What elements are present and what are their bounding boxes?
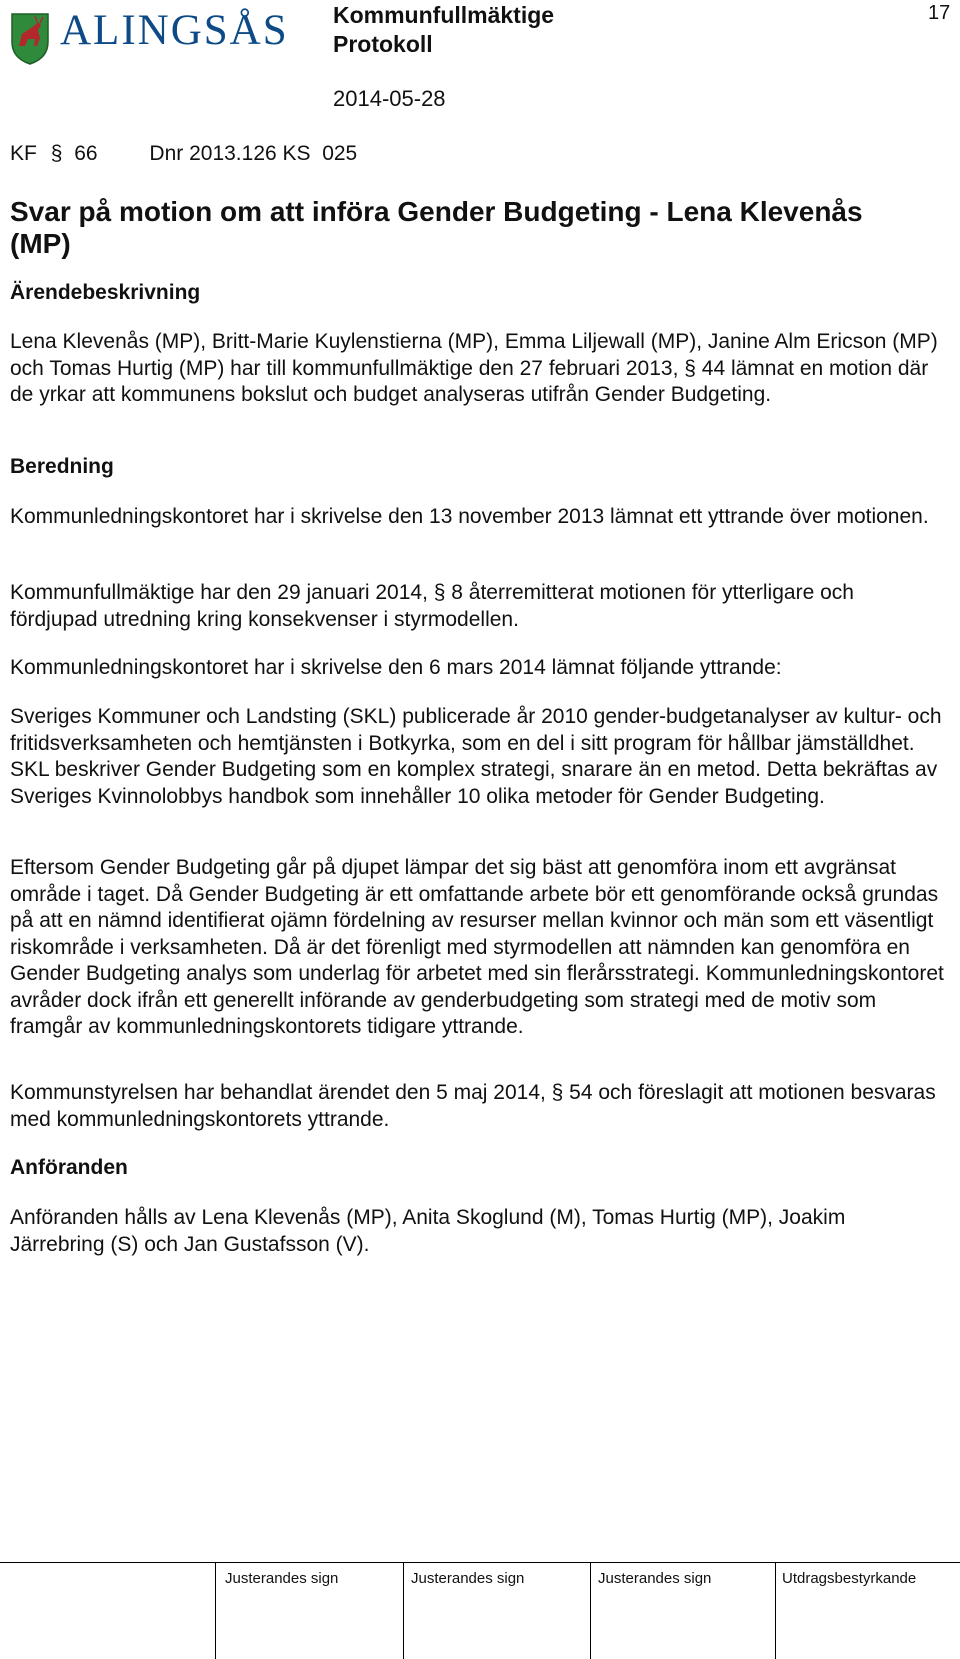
signature-box-divider <box>403 1562 404 1659</box>
beredning-paragraph-6: Kommunstyrelsen har behandlat ärendet den 5 maj 2014, § 54 och föreslagit att motionen besvaras med kommunledningskontorets yttrande. <box>10 1081 936 1131</box>
section-symbol: § <box>50 142 63 165</box>
beredning-paragraph-3: Kommunledningskontoret har i skrivelse den 6 mars 2014 lämnat följande yttrande: <box>10 656 782 679</box>
signature-box-divider <box>215 1562 216 1659</box>
diary-number: Dnr 2013.126 KS 025 <box>149 142 358 165</box>
extract-certification-label: Utdragsbestyrkande <box>782 1570 917 1587</box>
beredning-paragraph-1: Kommunledningskontoret har i skrivelse den 13 november 2013 lämnat ett yttrande över motionen. <box>10 505 929 528</box>
signature-label-2: Justerandes sign <box>411 1570 525 1587</box>
document-type: Protokoll <box>333 31 433 57</box>
anforanden-paragraph: Anföranden hålls av Lena Klevenås (MP), Anita Skoglund (M), Tomas Hurtig (MP), Joakim Järrebring (S) och Jan Gustafsson (V). <box>10 1206 846 1256</box>
beredning-paragraph-5: Eftersom Gender Budgeting går på djupet lämpar det sig bäst att genomföra inom ett avgränsat område i taget. Då Gender Budgeting är ett omfattande arbete bör ett genomförande också grundas på att en nämnd identifierat ojämn fördelning av resurser mellan kvinnor och män som ett väsentligt riskområde i verksamheten. Då är det förenligt med styrmodellen att nämnden kan genomföra en Gender Budgeting analys som underlag för arbetet med sin flerårsstrategi. Kommunledningskontoret avråder dock ifrån ett generellt införande av genderbudgeting som strategi med de motiv som framgår av kommunledningskontorets tidigare yttrande. <box>10 856 944 1038</box>
arende-paragraph: Lena Klevenås (MP), Britt-Marie Kuylenstierna (MP), Emma Liljewall (MP), Janine Alm Ericson (MP) och Tomas Hurtig (MP) har till kommunfullmäktige den 27 februari 2013, § 44 lämnat en motion där de yrkar att kommunens bokslut och budget analyseras utifrån Gender Budgeting. <box>10 330 938 406</box>
kf-label: KF <box>10 142 37 165</box>
document-body-name: Kommunfullmäktige <box>333 2 555 28</box>
section-heading-arendebeskrivning: Ärendebeskrivning <box>10 281 201 304</box>
beredning-paragraph-4: Sveriges Kommuner och Landsting (SKL) publicerade år 2010 gender-budgetanalyser av kultur- och fritidsverksamheten och hemtjänsten i Botkyrka, som en del i sitt program för hållbar jämställdhet. SKL beskriver Gender Budgeting som en komplex strategi, snarare än en metod. Detta bekräftas av Sveriges Kvinnolobbys handbok som innehåller 10 olika metoder för Gender Budgeting. <box>10 705 942 808</box>
section-heading-beredning: Beredning <box>10 455 114 478</box>
case-reference <box>10 140 357 168</box>
meeting-date: 2014-05-28 <box>333 86 446 111</box>
signature-label-3: Justerandes sign <box>598 1570 712 1587</box>
signature-box-divider <box>775 1562 776 1659</box>
municipality-logo <box>10 8 295 68</box>
document-title: Svar på motion om att införa Gender Budgeting - Lena Klevenås (MP) <box>10 196 863 259</box>
coat-of-arms-icon <box>10 12 50 66</box>
page-number: 17 <box>928 2 951 24</box>
beredning-paragraph-2: Kommunfullmäktige har den 29 januari 2014, § 8 återremitterat motionen för ytterligare och fördjupad utredning kring konsekvenser i styrmodellen. <box>10 581 854 631</box>
logo-wordmark: ALINGSÅS <box>60 7 289 54</box>
signature-label-1: Justerandes sign <box>225 1570 339 1587</box>
footer-divider <box>0 1562 960 1563</box>
section-heading-anforanden: Anföranden <box>10 1156 128 1179</box>
signature-box-divider <box>590 1562 591 1659</box>
section-number: 66 <box>74 142 98 165</box>
